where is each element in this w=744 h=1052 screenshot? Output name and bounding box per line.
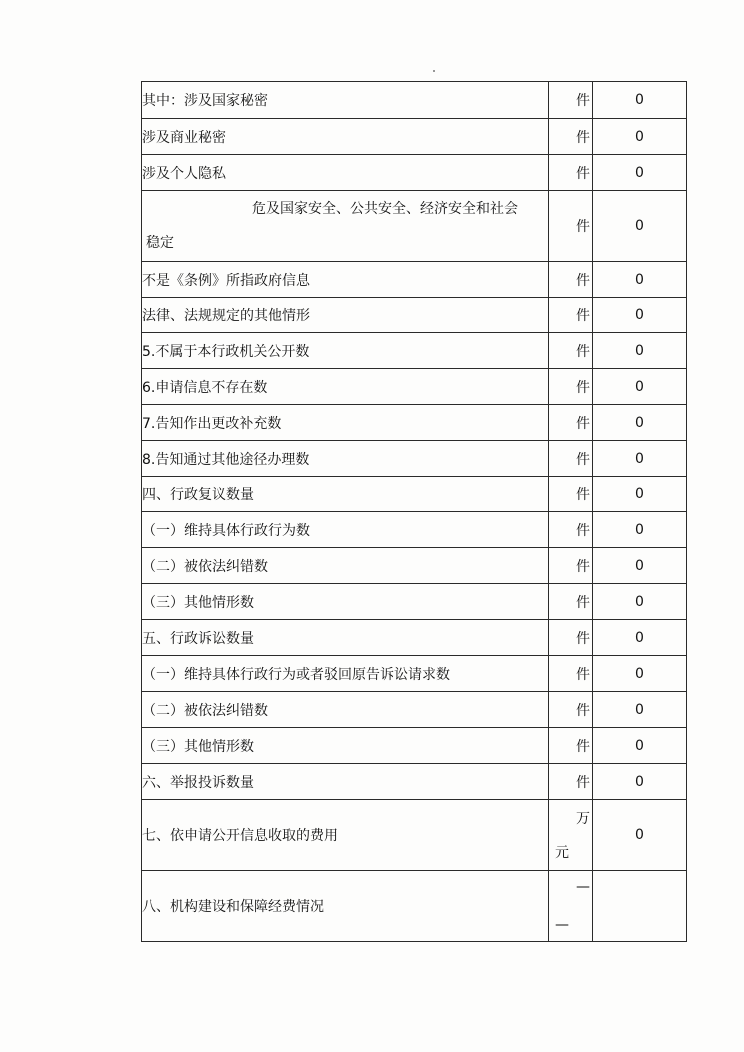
row-label-line2: 稳定 — [146, 235, 174, 251]
row-value: 0 — [593, 477, 687, 512]
row-unit: 件 — [549, 764, 593, 800]
table-row — [142, 369, 687, 405]
table-row — [142, 333, 687, 369]
row-label: 六、举报投诉数量 — [142, 764, 549, 800]
row-label: 涉及个人隐私 — [142, 155, 549, 191]
row-unit: 件 — [549, 369, 593, 405]
row-unit: 件 — [549, 155, 593, 191]
table-row — [142, 548, 687, 584]
row-unit: 件 — [549, 477, 593, 512]
table-row — [142, 477, 687, 512]
row-unit: 件 — [549, 692, 593, 728]
row-label: 7.告知作出更改补充数 — [142, 405, 549, 441]
row-value: 0 — [593, 620, 687, 656]
row-unit-bottom: — — [555, 917, 569, 933]
row-value: 0 — [593, 119, 687, 155]
row-unit-bottom: 元 — [555, 845, 569, 861]
table-row — [142, 764, 687, 800]
row-label: 不是《条例》所指政府信息 — [142, 262, 549, 298]
row-value: 0 — [593, 262, 687, 298]
row-unit: 件 — [549, 191, 593, 262]
row-value: 0 — [593, 764, 687, 800]
row-value — [593, 871, 687, 942]
table-row — [142, 656, 687, 692]
scan-speck — [433, 70, 435, 72]
row-unit: 件 — [549, 441, 593, 477]
table-row — [142, 728, 687, 764]
row-unit: 件 — [549, 548, 593, 584]
row-value: 0 — [593, 191, 687, 262]
row-label: （一）维持具体行政行为数 — [142, 512, 549, 548]
row-unit: 件 — [549, 584, 593, 620]
row-unit — [549, 871, 593, 942]
row-value: 0 — [593, 584, 687, 620]
row-label: 8.告知通过其他途径办理数 — [142, 441, 549, 477]
row-unit: 件 — [549, 728, 593, 764]
row-label: （三）其他情形数 — [142, 584, 549, 620]
row-value: 0 — [593, 656, 687, 692]
row-label: 其中：涉及国家秘密 — [142, 82, 549, 119]
row-label: 5.不属于本行政机关公开数 — [142, 333, 549, 369]
row-unit: 件 — [549, 512, 593, 548]
row-unit: 件 — [549, 119, 593, 155]
row-label: 五、行政诉讼数量 — [142, 620, 549, 656]
row-unit: 件 — [549, 298, 593, 333]
row-value: 0 — [593, 548, 687, 584]
table-row — [142, 119, 687, 155]
table-row — [142, 298, 687, 333]
row-unit-top: 万 — [576, 811, 590, 827]
row-label: 四、行政复议数量 — [142, 477, 549, 512]
table-row — [142, 620, 687, 656]
row-value: 0 — [593, 512, 687, 548]
row-value: 0 — [593, 441, 687, 477]
row-label: （一）维持具体行政行为或者驳回原告诉讼请求数 — [142, 656, 549, 692]
row-value: 0 — [593, 82, 687, 119]
row-unit: 件 — [549, 405, 593, 441]
row-value: 0 — [593, 333, 687, 369]
statistics-table — [141, 81, 687, 942]
row-label: （二）被依法纠错数 — [142, 692, 549, 728]
row-value: 0 — [593, 155, 687, 191]
row-unit: 件 — [549, 620, 593, 656]
row-label-line1: 危及国家安全、公共安全、经济安全和社会 — [252, 201, 518, 217]
row-value: 0 — [593, 369, 687, 405]
row-label: 八、机构建设和保障经费情况 — [142, 871, 549, 942]
table-row — [142, 512, 687, 548]
table-row — [142, 155, 687, 191]
row-label: （二）被依法纠错数 — [142, 548, 549, 584]
table-row — [142, 692, 687, 728]
row-label — [142, 191, 549, 262]
row-value: 0 — [593, 405, 687, 441]
row-unit: 件 — [549, 656, 593, 692]
row-label: 法律、法规规定的其他情形 — [142, 298, 549, 333]
row-unit: 件 — [549, 82, 593, 119]
row-label: 涉及商业秘密 — [142, 119, 549, 155]
row-label: （三）其他情形数 — [142, 728, 549, 764]
table-row — [142, 262, 687, 298]
table-row — [142, 191, 687, 262]
row-unit — [549, 800, 593, 871]
row-unit: 件 — [549, 333, 593, 369]
row-value: 0 — [593, 800, 687, 871]
row-unit-top: — — [576, 879, 590, 895]
table-row — [142, 584, 687, 620]
table-row — [142, 405, 687, 441]
row-unit: 件 — [549, 262, 593, 298]
table-row — [142, 871, 687, 942]
row-value: 0 — [593, 298, 687, 333]
table-row — [142, 82, 687, 119]
row-label: 七、依申请公开信息收取的费用 — [142, 800, 549, 871]
row-value: 0 — [593, 728, 687, 764]
table-row — [142, 441, 687, 477]
row-value: 0 — [593, 692, 687, 728]
row-label: 6.申请信息不存在数 — [142, 369, 549, 405]
table-row — [142, 800, 687, 871]
